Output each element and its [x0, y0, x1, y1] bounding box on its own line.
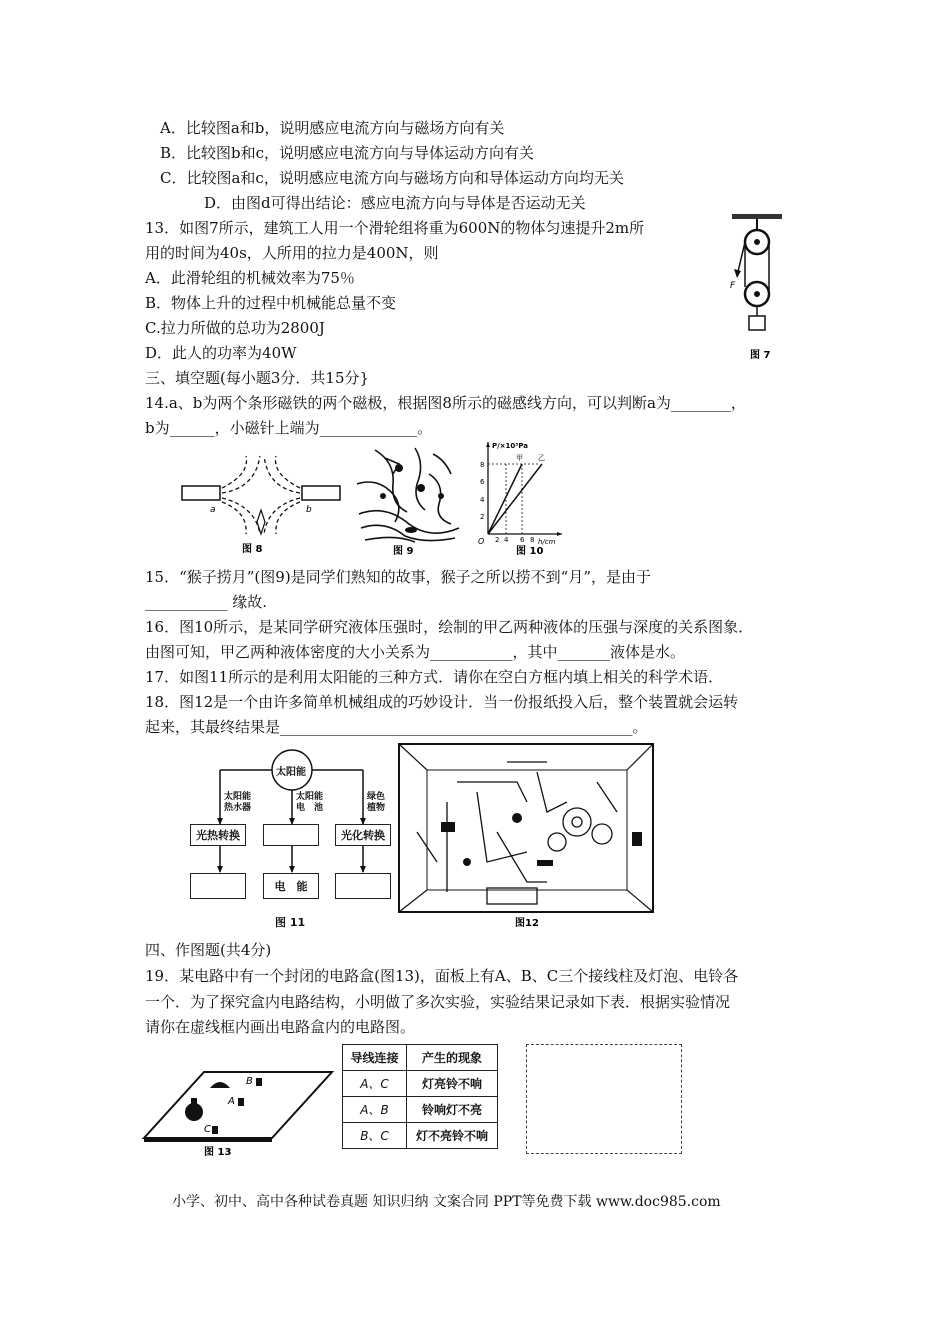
- series-yi-label: 乙: [538, 454, 545, 462]
- terminal-c-label: C: [204, 1124, 211, 1135]
- q16-line2: 由图可知，甲乙两种液体密度的大小关系为___________，其中_______液体是水。: [145, 643, 686, 661]
- series-jia-label: 甲: [516, 454, 523, 462]
- table-row: [343, 1123, 498, 1149]
- circuit-box-figure-13: [142, 1052, 337, 1160]
- q13-option-b: B．物体上升的过程中机械能总量不变: [145, 294, 397, 312]
- series-yi-line: [488, 464, 542, 534]
- q17-text: 17．如图11所示的是利用太阳能的三种方式．请你在空白方框内填上相关的科学术语．: [145, 668, 724, 686]
- q12-option-a: A．比较图a和b，说明感应电流方向与磁场方向有关: [160, 119, 505, 137]
- branch1-line1: 太阳能: [224, 792, 252, 802]
- pole-a-label: a: [210, 505, 216, 515]
- figure-10-caption: 图 10: [516, 546, 544, 556]
- y-axis-label: P/×10³Pa: [492, 442, 529, 450]
- box-blank-left: [190, 873, 246, 899]
- branch3-line2: 植物: [367, 803, 386, 813]
- branch2-line1: 太阳能: [296, 792, 324, 802]
- q13-stem-line2: 用的时间为40s，人所用的拉力是400N，则: [145, 244, 439, 262]
- table-row: [343, 1097, 498, 1123]
- figure-13-caption: 图 13: [204, 1147, 232, 1158]
- table-header-connection: 导线连接: [343, 1045, 407, 1071]
- figure-11-caption: 图 11: [275, 916, 306, 929]
- box-photothermal: 光热转换: [190, 824, 246, 846]
- q13-option-d: D．此人的功率为40W: [145, 344, 297, 362]
- answer-dashed-box: [526, 1044, 682, 1154]
- pressure-depth-graph-figure-10: [476, 438, 566, 556]
- figure-7-caption: 图 7: [750, 350, 771, 361]
- pulley-figure-7: [722, 212, 792, 362]
- table-cell-phenomenon: 灯不亮铃不响: [407, 1123, 498, 1149]
- q19-line3: 请你在虚线框内画出电路盒内的电路图。: [145, 1018, 416, 1036]
- q12-option-c: C．比较图a和c，说明感应电流方向与磁场方向和导体运动方向均无关: [160, 169, 624, 187]
- box-blank-middle: [263, 824, 319, 846]
- section-4-title: 四、作图题(共4分): [145, 941, 272, 959]
- branch3-line1: 绿色: [367, 792, 386, 802]
- x-tick-4: 4: [504, 536, 509, 544]
- table-cell-phenomenon: 灯亮铃不响: [407, 1071, 498, 1097]
- solar-energy-flowchart-figure-11: [185, 746, 395, 932]
- x-tick-2: 2: [495, 536, 500, 544]
- q19-line1: 19．某电路中有一个封闭的电路盒(图13)，面板上有A、B、C三个接线柱及灯泡、电铃各: [145, 967, 739, 985]
- q19-line2: 一个．为了探究盒内电路结构，小明做了多次实验，实验结果记录如下表．根据实验情况: [145, 993, 731, 1011]
- table-row: [343, 1071, 498, 1097]
- figure-9-caption: 图 9: [393, 546, 414, 556]
- box-blank-right: [335, 873, 391, 899]
- table-cell-connection: A、B: [343, 1097, 407, 1123]
- table-cell-phenomenon: 铃响灯不亮: [407, 1097, 498, 1123]
- terminal-a-label: A: [228, 1096, 235, 1107]
- table-cell-connection: B、C: [343, 1123, 407, 1149]
- table-header-row: [343, 1045, 498, 1071]
- y-tick-6: 6: [480, 478, 485, 486]
- y-tick-2: 2: [480, 513, 485, 521]
- box-electric-energy: 电 能: [263, 873, 319, 899]
- terminal-b-label: B: [246, 1076, 253, 1087]
- experiment-table: [342, 1044, 498, 1149]
- y-tick-8: 8: [480, 461, 485, 469]
- q12-option-d: D．由图d可得出结论：感应电流方向与导体是否运动无关: [204, 194, 586, 212]
- branch1-line2: 热水器: [224, 803, 252, 813]
- y-tick-4: 4: [480, 496, 485, 504]
- pole-b-label: b: [306, 505, 312, 515]
- q12-option-b: B．比较图b和c，说明感应电流方向与导体运动方向有关: [160, 144, 535, 162]
- q13-stem-line1: 13．如图7所示，建筑工人用一个滑轮组将重为600N的物体匀速提升2m所: [145, 219, 645, 237]
- machine-figure-12: [397, 742, 657, 932]
- x-tick-6: 6: [520, 536, 525, 544]
- q15-line2: ___________ 缘故.: [145, 593, 268, 611]
- table-cell-connection: A、C: [343, 1071, 407, 1097]
- x-tick-8: 8: [530, 536, 535, 544]
- q14-line1: 14.a、b为两个条形磁铁的两个磁极，根据图8所示的磁感线方向，可以判断a为________，: [145, 394, 746, 412]
- monkey-moon-figure-9: [355, 444, 465, 556]
- series-jia-line: [488, 464, 522, 534]
- q14-line2: b为______，小磁针上端为_____________。: [145, 419, 433, 437]
- origin-label: O: [478, 537, 485, 546]
- sun-label: 太阳能: [276, 767, 306, 778]
- q13-option-c: C.拉力所做的总功为2800J: [145, 319, 325, 337]
- q18-line2: 起来，其最终结果是_______________________________________________。: [145, 718, 648, 736]
- box-photochemical: 光化转换: [335, 824, 391, 846]
- force-label: F: [730, 281, 736, 291]
- q13-option-a: A．此滑轮组的机械效率为75％: [145, 269, 355, 287]
- page-footer: 小学、初中、高中各种试卷真题 知识归纳 文案合同 PPT等免费下载 www.doc985.com: [172, 1194, 721, 1210]
- q15-line1: 15．“猴子捞月”(图9)是同学们熟知的故事，猴子之所以捞不到“月”，是由于: [145, 568, 652, 586]
- table-header-phenomenon: 产生的现象: [407, 1045, 498, 1071]
- q18-line1: 18．图12是一个由许多简单机械组成的巧妙设计．当一份报纸投入后，整个装置就会运转: [145, 693, 739, 711]
- q16-line1: 16．图10所示，是某同学研究液体压强时，绘制的甲乙两种液体的压强与深度的关系图象．: [145, 618, 754, 636]
- section-3-title: 三、填空题(每小题3分．共15分}: [145, 369, 370, 387]
- x-axis-label: h/cm: [538, 538, 556, 546]
- magnet-figure-8: [180, 454, 345, 554]
- figure-12-caption: 图12: [515, 918, 539, 929]
- figure-8-caption: 图 8: [242, 544, 263, 554]
- branch2-line2: 电 池: [296, 803, 324, 813]
